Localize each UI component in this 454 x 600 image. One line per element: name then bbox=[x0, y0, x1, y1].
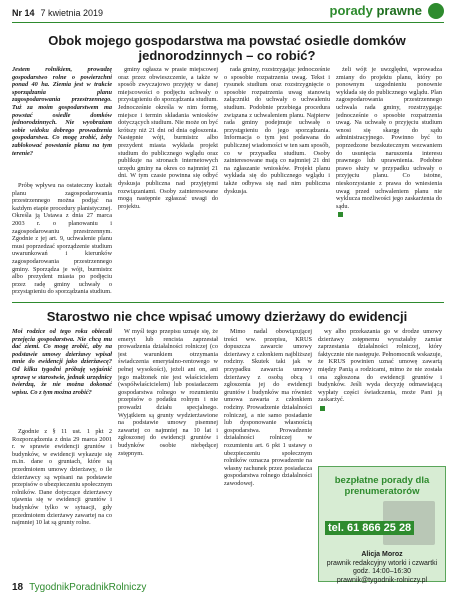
article1-col3: rada gminy, rozstrzygając jednocześnie o sposobie rozpatrzenia uwag. Tekst i rysunek studium oraz rozstrzygnięcie o sposobie rozpatrzenia uwag stanowią załączniki do uchwały o uchwaleniu studium. Podobnie przebiega procedura związana z uchwaleniem planu. Najpierw rada gminy podejmuje uchwałę o przystąpieniu do jego sporządzania. Informacja o tym jest podawana do publicznej wiadomości w ten sam sposób, co w przypadku studium. Osoby zainteresowane mają co najmniej 21 dni na zgłaszanie wniosków. Projekt planu wykłada się do publicznego wglądu i także odbywa się nad nim publiczna dyskusja. bbox=[224, 66, 330, 195]
article-separator bbox=[12, 302, 444, 303]
advice-hours: godz. 14:00–16:30 bbox=[353, 568, 411, 575]
article1-lead: Jestem rolnikiem, prowadzę gospodarstwo rolne o powierzchni ponad 40 ha. Ziemia jest w trakcie sporządzania planu zagospodarowania przestrzennego. Tuż za moim gospodarstwem ma powstać osiedle domków jednorodzinnych. Nie wyobrażam sobie widoku dobrego prowadzenia gospodarstwa. Co mogę zrobić, żeby zablokować powstanie planu na tym terenie? bbox=[12, 66, 112, 157]
article2-title: Starostwo nie chce wpisać umowy dzierżawy do ewidencji bbox=[46, 309, 408, 324]
page-number: 18 bbox=[12, 582, 24, 593]
advice-email[interactable]: prawnik@tygodnik-rolniczy.pl bbox=[336, 576, 428, 584]
article2-lead: Moi rodzice od tego roku obiecali przejęcia gospodarstwa. Nie chcą mu dać ziemi. Co mogę zrobić, aby na podstawie umowy dzierżawy wpisał mnie do ewidencji jako dzierżawcę? Od kilku tygodni próbuję wyjaśnić sprawę w starostwie, jednak urzędnicy twierdzą, że nie można dokonać wpisu. Co z tym można zrobić? bbox=[12, 328, 112, 396]
magazine-name: TygodnikPoradnikRolniczy bbox=[29, 582, 147, 593]
brand-logo-icon bbox=[428, 3, 444, 19]
end-mark-icon bbox=[320, 406, 325, 411]
issue-info: Nr 14 7 kwietnia 2019 bbox=[12, 8, 104, 18]
free-advice-heading: bezpłatne porady dla prenumeratorów bbox=[334, 475, 430, 497]
lawyer-name: Alicja Moroz bbox=[361, 551, 403, 558]
article1-col2: gminy ogłasza w prasie miejscowej oraz przez obwieszczenie, a także w sposób zwyczajowo przyjęty w danej miejscowości o podjęciu uchwały o przystąpieniu do sporządzania studium. Jednocześnie określa w nim formę, miejsce i termin składania wniosków dotyczących studium. Nie może on być krótszy niż 21 dni od dnia ogłoszenia. Następnie wójt, burmistrz albo prezydent miasta wykłada projekt studium do publicznego wglądu oraz publikuje na stronach internetowych urzędu gminy na okres co najmniej 21 dni. W tym czasie powinna się odbyć dyskusja publiczna nad przyjętymi rozwiązaniami. Osoby zainteresowane mogą następnie zgłaszać uwagi do projektu. bbox=[118, 66, 218, 210]
article1-title: Obok mojego gospodarstwa ma powstać osiedle domków jednorodzinnych – co robić? bbox=[48, 33, 406, 63]
article2-col1: Zgodnie z § 11 ust. 1 pkt 2 Rozporządzenia z dnia 29 marca 2001 r. w sprawie ewidencji gruntów i budynków, w ewidencji wykazuje się m.in. dane o gruntach, które są przedmiotem umowy dzierżawy, o ile dzierżawcy są wpisani na podstawie przepisów o ubezpieczeniu społecznym rolników. Dane dotyczące dzierżawcy ujawnia się w ewidencji gruntów i budynków tylko w sytuacji, gdy przedmiotem dzierżawy zawartej na co najmniej 10 lat są grunty rolne. bbox=[12, 428, 112, 527]
page-header bbox=[0, 0, 454, 28]
end-mark-icon bbox=[338, 212, 343, 217]
advice-phone: tel. 61 866 25 28 bbox=[325, 521, 414, 535]
article2-col3: Mimo nadal obowiązującej treści ww. przepisu, KRUS dopuszcza zawarcie umowy dzierżawy z członkiem najbliższej rodziny. Skutek taki jak w przypadku zawarcia umowy dzierżawy z osobą obcą i zgłoszenia jej do ewidencji gruntów i budynków ma również umowa zawarta z członkiem rodziny. Prowadzenie działalności rolniczej, a nie samo posiadanie lub dysponowanie własnością gospodarstwa. Prowadzenie działalności rolniczej w rozumieniu art. 6 pkt 1 ustawy o ubezpieczeniu społecznym rolników oznacza prowadzenie na własny rachunek przez posiadacza gospodarstwa rolnego działalności zawodowej. bbox=[224, 328, 312, 487]
article1-col1: Próbę wpływu na ostateczny kształt planu zagospodarowania przestrzennego można podjąć na każdym etapie procedury planistycznej. Określa ją Ustawa z dnia 27 marca 2003 r. o planowaniu i zagospodarowaniu przestrzennym. Zgodnie z jej art. 9, uchwalenie planu musi poprzedzać sporządzenie studium uwarunkowań i kierunków zagospodarowania przestrzennego gminy. Sporządza je wójt, burmistrz albo prezydent miasta po podjęciu przez radę gminy uchwały o przystąpieniu do sporządzania studium. bbox=[12, 182, 112, 296]
article1-col4: żeli wójt je uwzględni, wprowadza zmiany do projektu planu, który po ponownym uzgodnieniu ponownie wykłada się do publicznego wglądu. Plan zagospodarowania przestrzennego uchwala rada gminy, rozstrzygając jednocześnie o sposobie rozpatrzenia uwag. Na uchwałę o przyjęciu studium wnosi się skargę do sądu administracyjnego. Powinno być to poprzedzone bezskutecznym wezwaniem do usunięcia naruszenia interesu prawnego lub uprawnienia. Podobne prawo służy w przypadku uchwały o przyjęciu planu. Co istotne, nieskorzystanie z prawa do wniesienia uwag przed uchwaleniem planu nie wyklucza możliwości jego zaskarżenia do sądu. bbox=[336, 66, 442, 302]
page-footer bbox=[12, 582, 146, 593]
free-advice-box bbox=[318, 466, 446, 582]
article2-col2: W myśl tego przepisu uznaje się, że emeryt lub rencista zaprzestał prowadzenia działalności rolniczej (co jest warunkiem otrzymania świadczenia emerytalno-rentowego w pełnej wysokości), jeżeli ani on, ani jego małżonek nie jest właścicielem (współwłaścicielem) lub posiadaczem gospodarstwa rolnego w rozumieniu przepisów o podatku rolnym i nie prowadzi działu specjalnego. Wyjątkiem są grunty wydzierżawione na podstawie umowy pisemnej zawartej co najmniej na 10 lat i zgłoszonej do ewidencji gruntów i budynków osobie niebędącej zstępnym. bbox=[118, 328, 218, 457]
section-brand: porady prawne bbox=[329, 3, 422, 18]
article2-col4: wy albo przekazania go w drodze umowy dzierżawy zstępnemu wyrażałaby zamiar zaprzestania działalności rolniczej, który faktycznie nie następuje. Pełnomocnik wskazuje, że KRUS powinien uznać umowę zawartą między Panią a rodzicami, mimo że nie została ona zgłoszona do ewidencji gruntów i budynków. Jeśli wyda decyzję odmawiającą wypłaty części świadczenia, może Pani ją zaskarżyć. bbox=[318, 328, 442, 462]
lawyer-role: prawnik redakcyjny wtorki i czwartki bbox=[326, 559, 438, 567]
advice-info bbox=[323, 551, 441, 585]
header-rule bbox=[12, 22, 444, 23]
